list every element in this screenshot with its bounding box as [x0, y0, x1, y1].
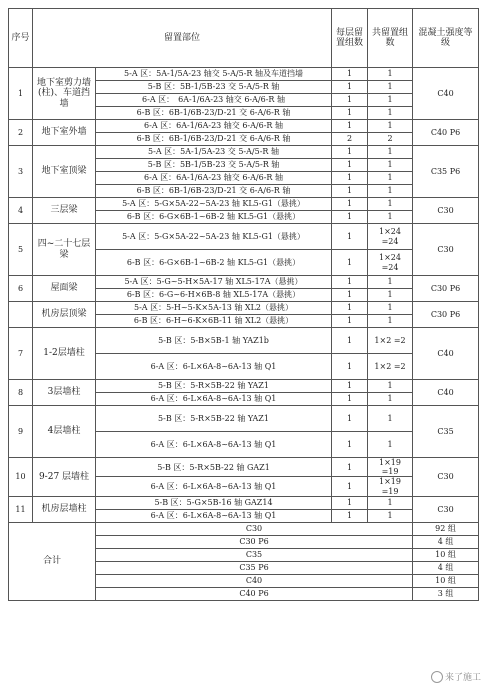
per-floor-cell: 1 [332, 354, 368, 380]
total-cell: 1×2 =2 [368, 328, 413, 354]
per-floor-cell: 1 [332, 406, 368, 432]
summary-grade: C35 P6 [96, 561, 413, 574]
location-cell: 4层墙柱 [33, 406, 96, 458]
watermark [428, 669, 484, 685]
total-cell: 1 [368, 315, 413, 328]
part-cell: 6-A 区：6A-1/6A-23 轴交 6-A/6-R 轴 [96, 120, 332, 133]
total-cell: 1 [368, 185, 413, 198]
part-cell: 5-B 区：5-R×5B-22 轴 YAZ1 [96, 380, 332, 393]
total-cell: 1 [368, 302, 413, 315]
per-floor-cell: 1 [332, 276, 368, 289]
seq-cell: 7 [9, 328, 33, 380]
seq-cell: 5 [9, 224, 33, 276]
total-cell: 2 [368, 133, 413, 146]
total-cell: 1 [368, 146, 413, 159]
total-cell: 1 [368, 81, 413, 94]
total-cell: 1 [368, 406, 413, 432]
per-floor-cell: 2 [332, 133, 368, 146]
part-cell: 6-A 区： 6A-1/6A-23 轴交 6-A/6-R 轴 [96, 94, 332, 107]
total-cell: 1 [368, 211, 413, 224]
header-row [9, 9, 479, 68]
part-cell: 5-B 区：5-B×5B-1 轴 YAZ1b [96, 328, 332, 354]
grade-cell: C30 [413, 224, 479, 276]
total-cell: 1 [368, 68, 413, 81]
part-cell: 6-A 区：6-L×6A-8~6A-13 轴 Q1 [96, 509, 332, 522]
per-floor-cell: 1 [332, 432, 368, 458]
seq-cell: 11 [9, 496, 33, 522]
per-floor-cell: 1 [332, 185, 368, 198]
table-row [9, 328, 479, 354]
part-cell: 6-A 区：6-L×6A-8~6A-13 轴 Q1 [96, 393, 332, 406]
table-body [9, 68, 479, 601]
table-row [9, 198, 479, 211]
part-cell: 5-A 区：5-G~5-H×5A-17 轴 XL5-17A（悬挑） [96, 276, 332, 289]
part-cell: 5-A 区：5-G×5A-22~5A-23 轴 KL5-G1（悬挑） [96, 224, 332, 250]
seq-cell: 2 [9, 120, 33, 146]
part-cell: 6-B 区：6-G~6-H×6B-8 轴 XL5-17A（悬挑） [96, 289, 332, 302]
location-cell: 地下室剪力墙(柱)、车道挡墙 [33, 68, 96, 120]
summary-grade: C30 P6 [96, 535, 413, 548]
per-floor-cell: 1 [332, 107, 368, 120]
location-cell: 三层梁 [33, 198, 96, 224]
summary-row [9, 522, 479, 535]
total-cell: 1×24 =24 [368, 224, 413, 250]
seq-cell [9, 302, 33, 328]
grade-cell: C30 P6 [413, 276, 479, 302]
part-cell: 6-B 区：6-G×6B-1~6B-2 轴 KL5-G1（悬挑） [96, 211, 332, 224]
part-cell: 5-B 区：5-G×5B-16 轴 GAZ14 [96, 496, 332, 509]
total-cell: 1×19 =19 [368, 477, 413, 496]
location-cell: 3层墙柱 [33, 380, 96, 406]
total-cell: 1 [368, 107, 413, 120]
total-cell: 1 [368, 289, 413, 302]
part-cell: 6-A 区：6-L×6A-8~6A-13 轴 Q1 [96, 354, 332, 380]
total-cell: 1 [368, 393, 413, 406]
seq-cell: 10 [9, 458, 33, 497]
summary-count: 4 组 [413, 561, 479, 574]
total-cell: 1 [368, 380, 413, 393]
location-cell: 1-2层墙柱 [33, 328, 96, 380]
summary-grade: C30 [96, 522, 413, 535]
watermark-text: 来了施工 [444, 672, 481, 683]
total-cell: 1×24 =24 [368, 250, 413, 276]
table-row [9, 224, 479, 250]
grade-cell: C40 [413, 380, 479, 406]
per-floor-cell: 1 [332, 458, 368, 477]
table-row [9, 496, 479, 509]
per-floor-cell: 1 [332, 380, 368, 393]
seq-cell: 6 [9, 276, 33, 302]
total-cell: 1 [368, 496, 413, 509]
grade-cell: C40 [413, 328, 479, 380]
location-cell: 机房层顶梁 [33, 302, 96, 328]
per-floor-cell: 1 [332, 81, 368, 94]
total-cell: 1 [368, 172, 413, 185]
seq-cell: 3 [9, 146, 33, 198]
summary-count: 10 组 [413, 548, 479, 561]
per-floor-cell: 1 [332, 211, 368, 224]
summary-count: 3 组 [413, 587, 479, 600]
per-floor-cell: 1 [332, 120, 368, 133]
header-grade: 混凝土强度等级 [413, 9, 479, 68]
location-cell: 地下室外墙 [33, 120, 96, 146]
summary-grade: C35 [96, 548, 413, 561]
per-floor-cell: 1 [332, 172, 368, 185]
table-row [9, 302, 479, 315]
seq-cell: 9 [9, 406, 33, 458]
total-cell: 1 [368, 159, 413, 172]
per-floor-cell: 1 [332, 393, 368, 406]
header-total: 共留置组数 [368, 9, 413, 68]
table-row [9, 406, 479, 432]
location-cell: 屋面梁 [33, 276, 96, 302]
summary-count: 4 组 [413, 535, 479, 548]
total-cell: 1 [368, 198, 413, 211]
part-cell: 6-A 区：6-L×6A-8~6A-13 轴 Q1 [96, 432, 332, 458]
grade-cell: C30 [413, 198, 479, 224]
total-cell: 1 [368, 432, 413, 458]
header-seq: 序号 [9, 9, 33, 68]
part-cell: 5-B 区：5B-1/5B-23 交 5-A/5-R 轴 [96, 159, 332, 172]
per-floor-cell: 1 [332, 146, 368, 159]
per-floor-cell: 1 [332, 94, 368, 107]
total-cell: 1 [368, 94, 413, 107]
summary-grade: C40 P6 [96, 587, 413, 600]
per-floor-cell: 1 [332, 159, 368, 172]
location-cell: 地下室顶梁 [33, 146, 96, 198]
part-cell: 5-A 区：5A-1/5A-23 交 5-A/5-R 轴 [96, 146, 332, 159]
total-cell: 1×19 =19 [368, 458, 413, 477]
grade-cell: C35 [413, 406, 479, 458]
per-floor-cell: 1 [332, 315, 368, 328]
summary-count: 10 组 [413, 574, 479, 587]
location-cell: 9-27 层墙柱 [33, 458, 96, 497]
header-location: 留置部位 [33, 9, 332, 68]
table-row [9, 68, 479, 81]
grade-cell: C35 P6 [413, 146, 479, 198]
grade-cell: C30 [413, 458, 479, 497]
table-row [9, 458, 479, 477]
location-cell: 四~二十七层梁 [33, 224, 96, 276]
total-cell: 1 [368, 509, 413, 522]
per-floor-cell: 1 [332, 477, 368, 496]
table-row [9, 380, 479, 393]
grade-cell: C40 P6 [413, 120, 479, 146]
grade-cell: C30 [413, 496, 479, 522]
grade-cell: C40 [413, 68, 479, 120]
part-cell: 5-B 区：5-R×5B-22 轴 YAZ1 [96, 406, 332, 432]
per-floor-cell: 1 [332, 289, 368, 302]
seq-cell: 8 [9, 380, 33, 406]
per-floor-cell: 1 [332, 328, 368, 354]
per-floor-cell: 1 [332, 509, 368, 522]
per-floor-cell: 1 [332, 224, 368, 250]
part-cell: 6-B 区：6B-1/6B-23/D-21 交 6-A/6-R 轴 [96, 133, 332, 146]
part-cell: 6-B 区：6B-1/6B-23/D-21 交 6-A/6-R 轴 [96, 107, 332, 120]
per-floor-cell: 1 [332, 250, 368, 276]
part-cell: 5-A 区：5-H~5-K×5A-13 轴 XL2（悬挑） [96, 302, 332, 315]
part-cell: 5-A 区：5-G×5A-22~5A-23 轴 KL5-G1（悬挑） [96, 198, 332, 211]
per-floor-cell: 1 [332, 496, 368, 509]
part-cell: 5-B 区：5B-1/5B-23 交 5-A/5-R 轴 [96, 81, 332, 94]
part-cell: 5-A 区：5A-1/5A-23 轴交 5-A/5-R 轴及车道挡墙 [96, 68, 332, 81]
part-cell: 6-B 区：6-G×6B-1~6B-2 轴 KL5-G1（悬挑） [96, 250, 332, 276]
per-floor-cell: 1 [332, 68, 368, 81]
part-cell: 6-A 区：6A-1/6A-23 轴交 6-A/6-R 轴 [96, 172, 332, 185]
summary-grade: C40 [96, 574, 413, 587]
per-floor-cell: 1 [332, 302, 368, 315]
retention-table [8, 8, 479, 601]
part-cell: 6-A 区：6-L×6A-8~6A-13 轴 Q1 [96, 477, 332, 496]
part-cell: 6-B 区：6B-1/6B-23/D-21 交 6-A/6-R 轴 [96, 185, 332, 198]
total-cell: 1 [368, 276, 413, 289]
table-row [9, 146, 479, 159]
seq-cell: 4 [9, 198, 33, 224]
location-cell: 机房层墙柱 [33, 496, 96, 522]
total-cell: 1 [368, 120, 413, 133]
total-cell: 1×2 =2 [368, 354, 413, 380]
header-per-floor: 每层留置组数 [332, 9, 368, 68]
per-floor-cell: 1 [332, 198, 368, 211]
table-row [9, 120, 479, 133]
summary-label: 合计 [9, 522, 96, 600]
seq-cell: 1 [9, 68, 33, 120]
part-cell: 5-B 区：5-R×5B-22 轴 GAZ1 [96, 458, 332, 477]
summary-count: 92 组 [413, 522, 479, 535]
grade-cell: C30 P6 [413, 302, 479, 328]
part-cell: 6-B 区：6-H~6-K×6B-11 轴 XL2（悬挑） [96, 315, 332, 328]
wechat-icon [431, 671, 443, 683]
table-row [9, 276, 479, 289]
